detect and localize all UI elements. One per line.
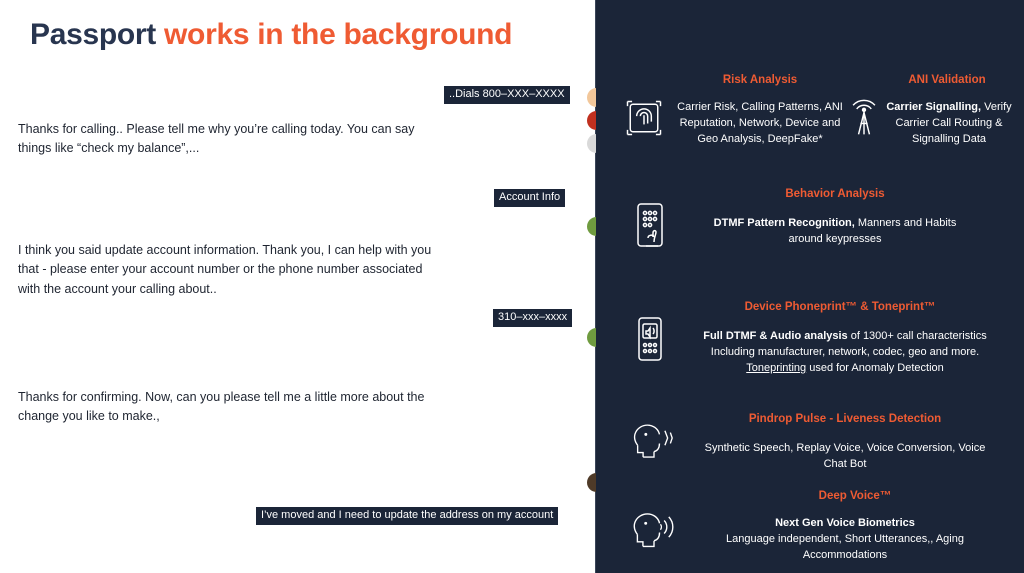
feature-body-bold: Full DTMF & Audio analysis: [703, 330, 848, 342]
feature-heading-behavior-analysis: Behavior Analysis: [785, 188, 885, 200]
feature-heading-deep-voice: Deep Voice™: [818, 490, 892, 502]
caption-phone-number: 310–xxx–xxxx: [493, 309, 572, 327]
transcript-line-3: Thanks for confirming. Now, can you please tell me a little more about the change you like to make.,: [18, 390, 425, 424]
feature-heading-device-phoneprint: Device Phoneprint™ & Toneprint™: [744, 301, 936, 313]
feature-body-device-phoneprint: [690, 329, 1000, 377]
feature-body-bold: Next Gen Voice Biometrics: [775, 517, 915, 529]
feature-body-text: Carrier Risk, Calling Patterns, ANI Reputation, Network, Device and Geo Analysis, DeepFake*: [677, 101, 843, 145]
feature-body-tail: used for Anomaly Detection: [806, 361, 944, 374]
keypad-hand-icon: [632, 202, 668, 250]
caption-dials-number: ..Dials 800–XXX–XXXX: [444, 86, 570, 104]
feature-body-text: Language independent, Short Utterances,, Aging Accommodations: [726, 532, 964, 561]
feature-body-deep-voice: [700, 516, 990, 564]
feature-body-text: Manners and Habits around keypresses: [788, 217, 957, 245]
cell-tower-icon: [845, 98, 883, 138]
title-dark-part: Passport: [30, 18, 156, 51]
transcript-line-2: I think you said update account information. Thank you, I can help with you that - please enter your account number or the phone number associated with the account your calling about..: [18, 243, 432, 296]
fingerprint-lock-icon: [622, 96, 666, 140]
feature-body-bold: DTMF Pattern Recognition,: [713, 217, 855, 229]
feature-heading-risk-analysis: Risk Analysis: [722, 74, 798, 86]
transcript-line-1: Thanks for calling.. Please tell me why you’re calling today. You can say things like “check my balance”,...: [18, 122, 415, 156]
feature-body-text: Verify Carrier Call Routing & Signalling Data: [895, 101, 1012, 145]
feature-body-text: Synthetic Speech, Replay Voice, Voice Conversion, Voice Chat Bot: [704, 442, 986, 470]
feature-body-pindrop-pulse: [700, 441, 990, 473]
smartphone-audio-icon: [632, 316, 668, 364]
title-accent-part: works in the background: [155, 18, 513, 51]
feature-body-ani-validation: [884, 100, 1014, 148]
page-title: [30, 18, 512, 52]
caption-account-info: Account Info: [494, 189, 565, 207]
feature-body-text: of 1300+ call characteristics Including manufacturer, network, codec, geo and more.: [710, 330, 987, 358]
feature-body-risk-analysis: [672, 100, 848, 148]
feature-body-underline: Toneprinting: [746, 361, 807, 374]
feature-body-bold: Carrier Signalling,: [886, 101, 982, 113]
feature-heading-pindrop-pulse: Pindrop Pulse - Liveness Detection: [748, 413, 942, 425]
voice-head-icon: [630, 506, 678, 548]
feature-body-behavior-analysis: [700, 216, 970, 248]
speaking-head-waves-icon: [630, 418, 678, 458]
feature-heading-ani-validation: ANI Validation: [908, 74, 986, 86]
caption-address-change: I’ve moved and I need to update the address on my account: [256, 507, 558, 525]
